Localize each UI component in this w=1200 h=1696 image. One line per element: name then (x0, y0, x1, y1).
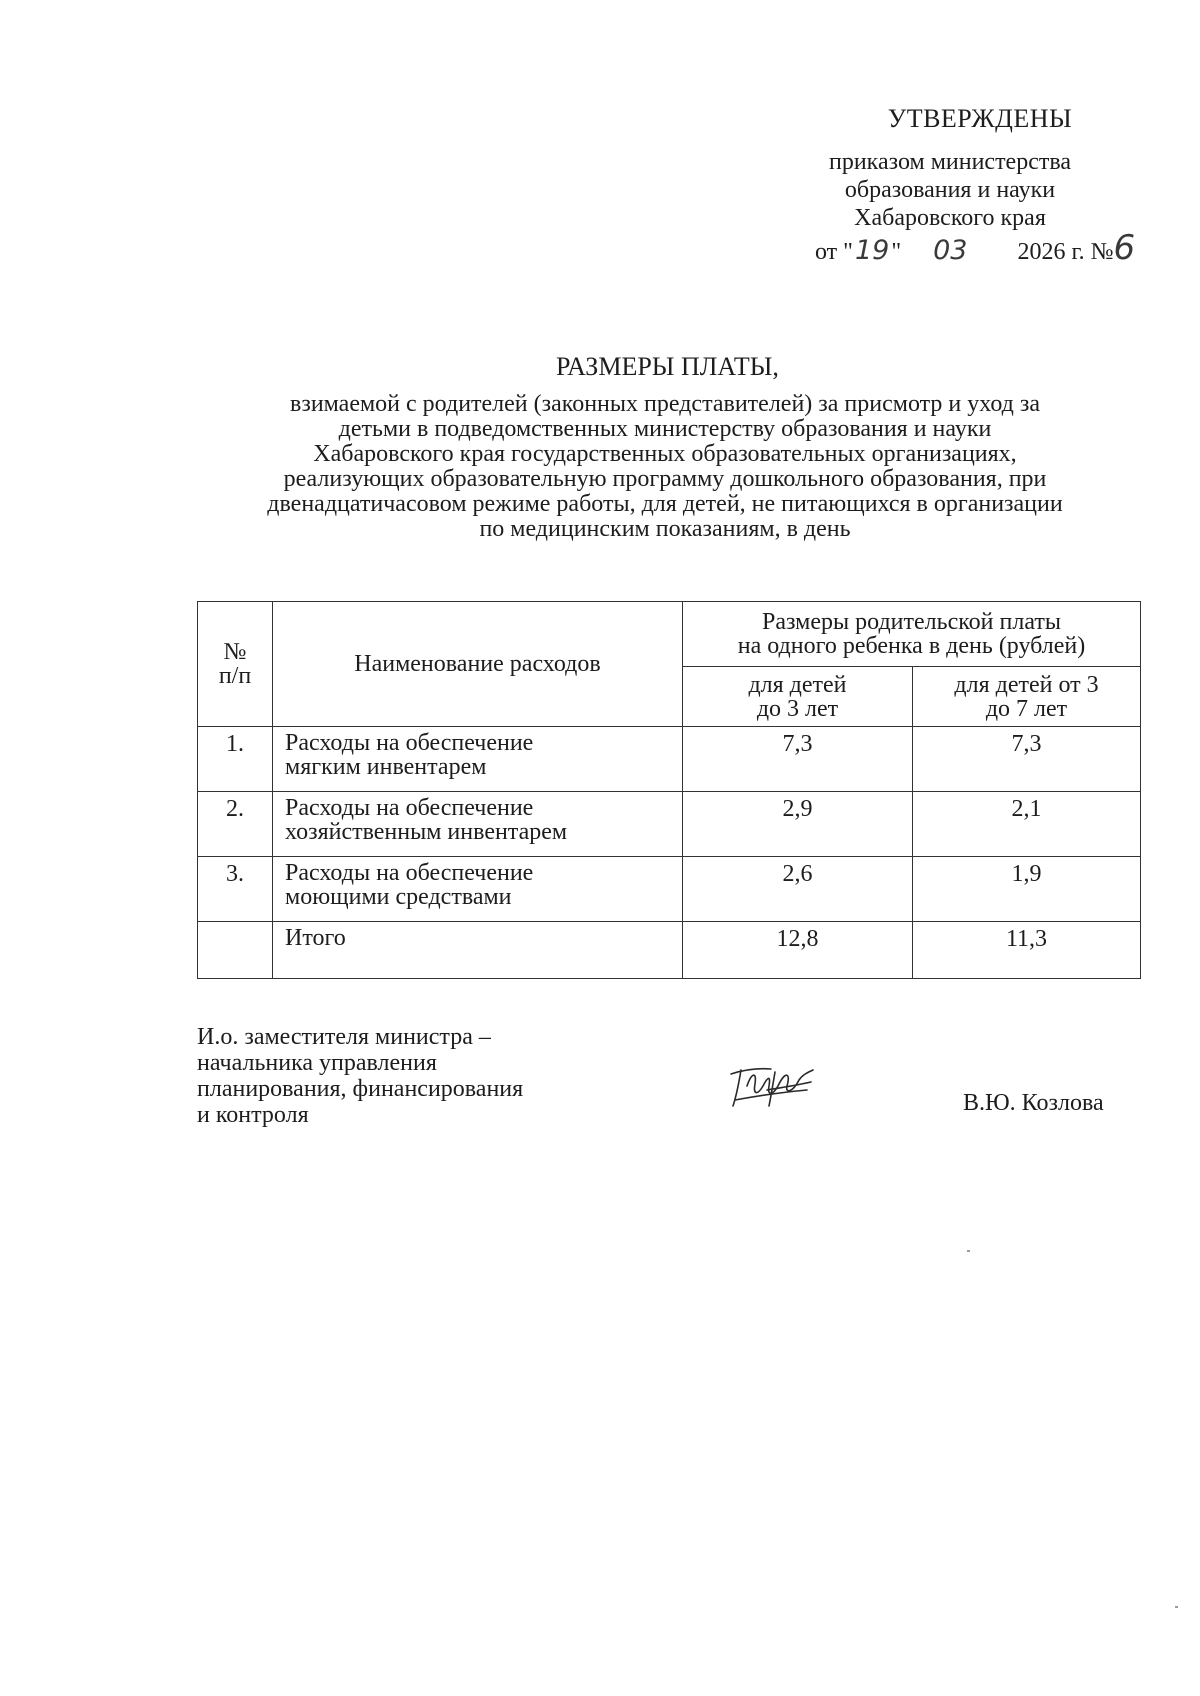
row-number: 3. (198, 857, 273, 922)
row-number: 1. (198, 727, 273, 792)
subtitle-line: Хабаровского края государственных образовательных организациях, (313, 441, 1017, 467)
table-row (198, 857, 1141, 922)
row-value-under-3: 2,6 (683, 857, 913, 922)
total-number-empty (198, 922, 273, 979)
signer-position-line: и контроля (197, 1102, 309, 1128)
order-month-handwritten: 03 (933, 235, 968, 266)
header-expense-name: Наименование расходов (273, 602, 683, 727)
signer-position (197, 1024, 523, 1128)
row-expense-name: Расходы на обеспечение хозяйственным инвентарем (273, 792, 683, 857)
table-header-row (198, 602, 1141, 667)
total-label: Итого (273, 922, 683, 979)
signer-position-line: начальника управления (197, 1050, 437, 1076)
signer-name: В.Ю. Козлова (963, 1090, 1104, 1116)
row-value-3-to-7: 1,9 (913, 857, 1141, 922)
approval-line: Хабаровского края (854, 205, 1046, 231)
order-day-handwritten: 19 (854, 235, 890, 266)
subtitle-line: двенадцатичасовом режиме работы, для детей, не питающихся в организации (267, 491, 1063, 517)
table-total-row (198, 922, 1141, 979)
handwritten-signature (727, 1060, 817, 1110)
order-from-label: от (815, 239, 838, 265)
approval-line: приказом министерства (828, 149, 1072, 175)
approval-line: образования и науки (844, 177, 1056, 203)
row-value-under-3: 2,9 (683, 792, 913, 857)
table-row (198, 727, 1141, 792)
approval-block (780, 104, 1120, 232)
row-value-3-to-7: 2,1 (913, 792, 1141, 857)
scan-speck (967, 1250, 970, 1252)
order-year: 2026 г. (1017, 239, 1085, 265)
signer-position-line: планирования, финансирования (197, 1076, 524, 1102)
document-title: РАЗМЕРЫ ПЛАТЫ, (556, 352, 779, 381)
scan-speck (1175, 1606, 1178, 1608)
fees-table (197, 601, 1141, 979)
header-under-3: для детей до 3 лет (683, 667, 913, 727)
document-subtitle (190, 392, 1140, 542)
order-number-handwritten: 6 (1113, 228, 1136, 268)
subtitle-line: взимаемой с родителей (законных представителей) за присмотр и уход за (290, 391, 1040, 417)
approved-heading: УТВЕРЖДЕНЫ (887, 104, 1073, 133)
header-number: № п/п (198, 602, 273, 727)
subtitle-line: реализующих образовательную программу дошкольного образования, при (283, 466, 1047, 492)
order-number-sign: № (1090, 239, 1114, 265)
row-expense-name: Расходы на обеспечение мягким инвентарем (273, 727, 683, 792)
row-value-3-to-7: 7,3 (913, 727, 1141, 792)
row-value-under-3: 7,3 (683, 727, 913, 792)
row-number: 2. (198, 792, 273, 857)
order-date-number: от "19" 03 2026 г. №6 (815, 228, 1136, 268)
signer-position-line: И.о. заместителя министра – (197, 1024, 491, 1050)
table-row (198, 792, 1141, 857)
header-fee-group: Размеры родительской платы на одного ребенка в день (рублей) (683, 602, 1141, 667)
subtitle-line: по медицинским показаниям, в день (479, 516, 851, 542)
header-3-to-7: для детей от 3 до 7 лет (913, 667, 1141, 727)
subtitle-line: детьми в подведомственных министерству образования и науки (338, 416, 992, 442)
total-value-under-3: 12,8 (683, 922, 913, 979)
row-expense-name: Расходы на обеспечение моющими средствами (273, 857, 683, 922)
total-value-3-to-7: 11,3 (913, 922, 1141, 979)
